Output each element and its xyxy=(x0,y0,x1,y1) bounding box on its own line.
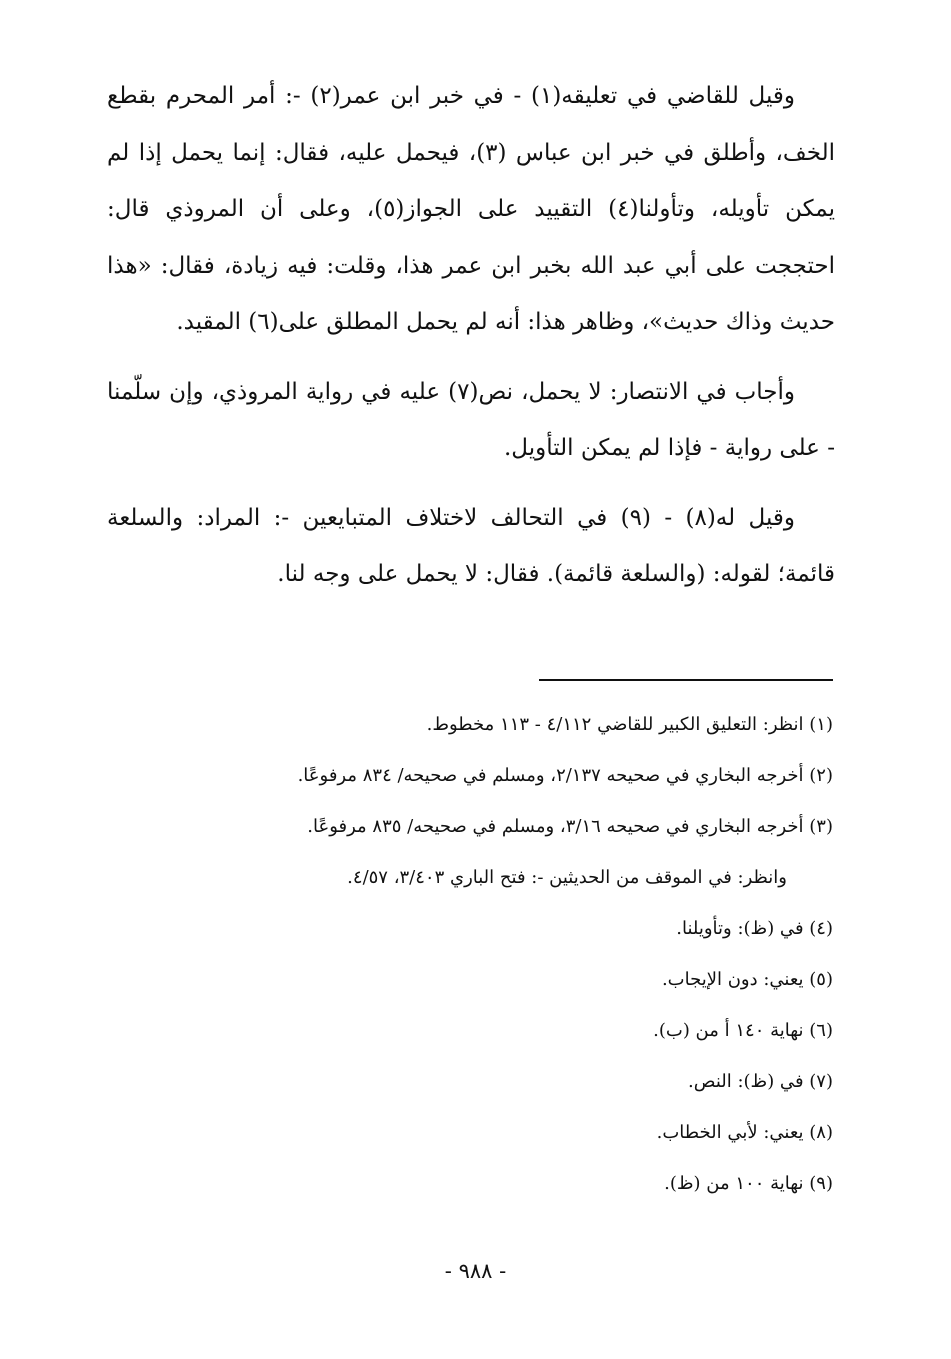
footnotes xyxy=(113,707,833,1217)
footnote: (٣) أخرجه البخاري في صحيحه ٣/١٦، ومسلم في صحيحه/ ٨٣٥ مرفوعًا. xyxy=(307,816,833,837)
body-paragraph: وقيل للقاضي في تعليقه(١) - في خبر ابن عمر(٢) -: أمر المحرم بقطع الخف، وأطلق في خبر ابن عباس (٣)، فيحمل عليه، فقال: إنما يحمل إذا لم يمكن تأويله، وتأولنا(٤) التقييد على الجواز(٥)، وعلى أن المروذي قال: احتججت على أبي عبد الله بخبر ابن عمر هذا، وقلت: فيه زيادة، فقال: «هذا حديث وذاك حديث»، وظاهر هذا: أنه لم يحمل المطلق على(٦) المقيد. xyxy=(107,83,835,335)
footnote-continuation: وانظر: في الموقف من الحديثين -: فتح الباري ٣/٤٠٣، ٤/٥٧. xyxy=(347,867,787,888)
main-text xyxy=(107,68,835,603)
body-paragraph: وقيل له(٨) - (٩) في التحالف لاختلاف المتبايعين -: المراد: والسلعة قائمة؛ لقوله: (والسلعة قائمة). فقال: لا يحمل على وجه لنا. xyxy=(107,504,835,587)
footnote: (٧) في (ظ): النص. xyxy=(688,1071,833,1092)
footnote-separator xyxy=(539,679,833,681)
footnote: (٨) يعني: لأبي الخطاب. xyxy=(656,1122,833,1143)
footnote: (١) انظر: التعليق الكبير للقاضي ٤/١١٢ - ١١٣ مخطوط. xyxy=(426,714,833,735)
footnote: (٩) نهاية ١٠٠ من (ظ). xyxy=(664,1173,833,1194)
body-paragraph: وأجاب في الانتصار: لا يحمل، نص(٧) عليه في رواية المروذي، وإن سلّمنا - على رواية - فإذا لم يمكن التأويل. xyxy=(107,378,835,461)
footnote: (٦) نهاية ١٤٠ أ من (ب). xyxy=(653,1020,833,1041)
page-number: - ٩٨٨ - xyxy=(444,1259,507,1283)
footnote: (٤) في (ظ): وتأويلنا. xyxy=(676,918,833,939)
footnote: (٥) يعني: دون الإيجاب. xyxy=(661,969,833,990)
footnote: (٢) أخرجه البخاري في صحيحه ٢/١٣٧، ومسلم في صحيحه/ ٨٣٤ مرفوعًا. xyxy=(297,765,833,786)
